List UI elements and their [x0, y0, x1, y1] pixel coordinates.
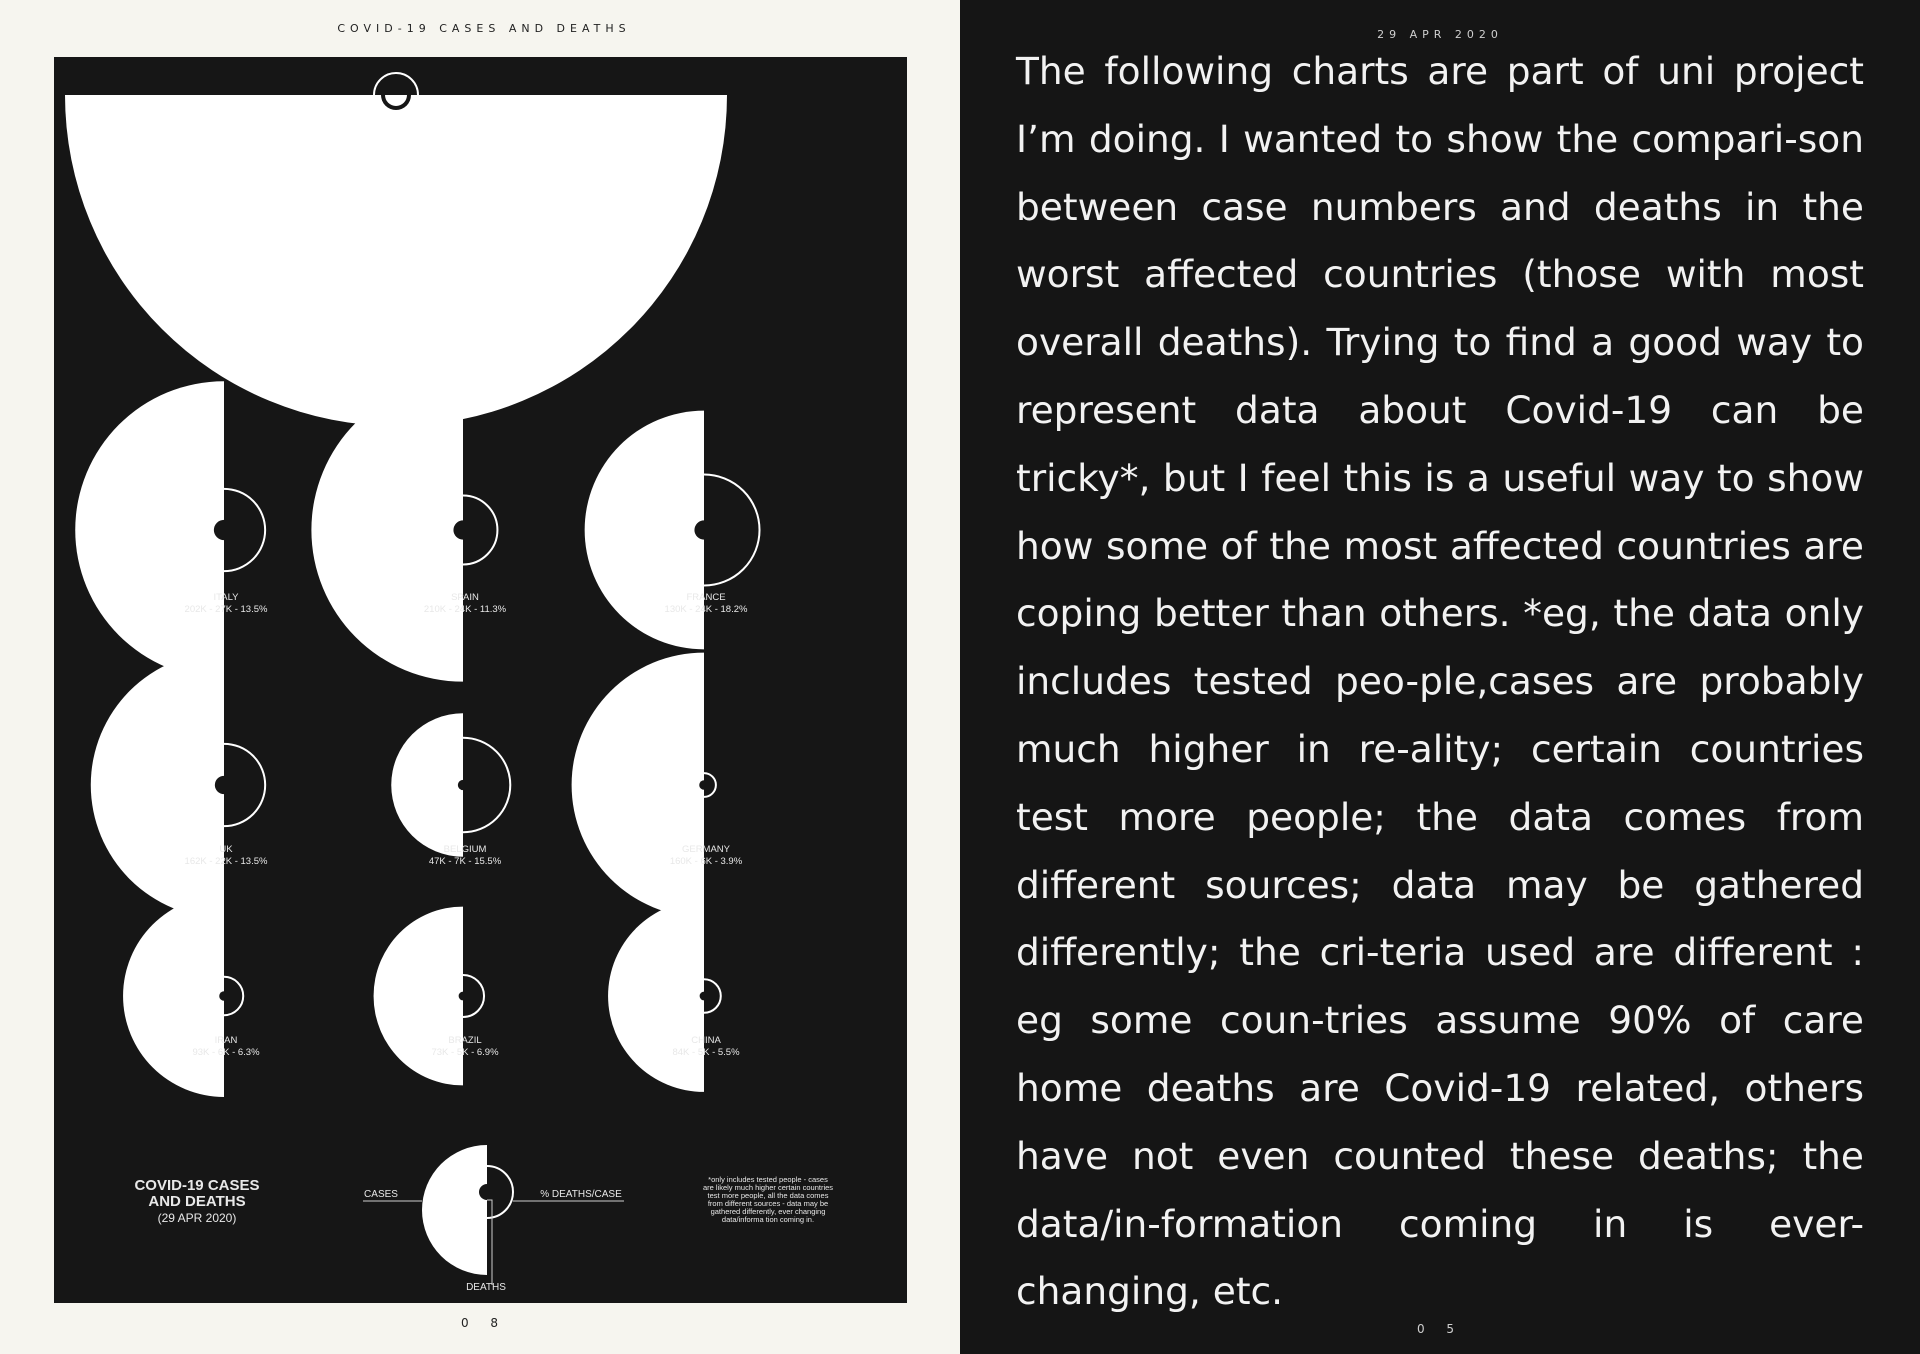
country-values-label: 93K - 6K - 6.3%: [192, 1047, 260, 1058]
footnote-line: test more people, all the data comes: [707, 1191, 829, 1200]
poster-title-line1: COVID-19 CASES: [134, 1177, 260, 1194]
cases-halfdisc: [123, 895, 224, 1097]
footnote-line: *only includes tested people - cases: [708, 1175, 828, 1184]
legend-cases-label: CASES: [364, 1189, 398, 1200]
country-name-label: FRANCE: [686, 592, 726, 603]
chart-marks: [65, 73, 760, 1097]
date-head: 29 APR 2020: [1377, 28, 1503, 41]
country-name-label: IRAN: [214, 1035, 238, 1046]
country-values-label: 130K - 24K - 18.2%: [664, 604, 748, 615]
legend-cases-halfdisc: [422, 1145, 487, 1275]
country-name-label: ITALY: [213, 592, 239, 603]
country-values-label: 47K - 7K - 15.5%: [428, 856, 502, 867]
legend: [134, 1145, 833, 1293]
pct-arc: [224, 977, 243, 1015]
pct-arc: [463, 975, 484, 1017]
country-values-label: 210K - 24K - 11.3%: [423, 604, 507, 615]
pct-arc: [463, 738, 510, 833]
running-head: COVID-19 CASES AND DEATHS: [337, 22, 631, 35]
footnote-line: are likely much higher certain countries: [702, 1183, 834, 1192]
pct-arc: [704, 474, 760, 585]
country-values-label: 202K - 27K - 13.5%: [184, 604, 268, 615]
pct-arc: [224, 744, 265, 826]
cases-halfdisc: [91, 652, 224, 918]
legend-deaths-leader: [487, 1200, 492, 1285]
legend-deaths-label: DEATHS: [466, 1282, 506, 1293]
country-values-label: 162K - 22K - 13.5%: [184, 856, 268, 867]
country-name-label: CHINA: [691, 1035, 721, 1046]
page-number-left: 0 8: [460, 1316, 508, 1330]
pct-arc: [704, 979, 721, 1013]
legend-pct-arc: [487, 1166, 513, 1218]
poster-title-line2: AND DEATHS: [148, 1193, 246, 1210]
country-values-label: 84K - 5K - 5.5%: [672, 1047, 740, 1058]
footnote-line: from different sources - data may be: [707, 1199, 829, 1208]
pct-arc: [224, 489, 265, 571]
country-name-label: BELGIUM: [443, 844, 487, 855]
essay-text: The following charts are part of uni project I’m doing. I wanted to show the compari-son between case numbers and deaths in the worst affected countries (those with most overall deaths). Trying to find a good way to represent data about Covid-19 can be tricky*, but I feel this is a useful way to show how some of the most affected countries are coping better than others. *eg, the data only includes tested peo-ple,cases are probably much higher in re-ality; certain countries test more people; the data comes from different sources; data may be gathered differently; the cri-teria used are different : eg some coun-tries assume 90% of care home deaths are Covid-19 related, others have not even counted these deaths; the data/in-formation coming in is ever-changing, etc.: [1016, 49, 1864, 1314]
footnote-line: gathered differently, ever changing: [710, 1207, 826, 1216]
country-name-label: SPAIN: [451, 592, 479, 603]
country-name-label: UK: [219, 844, 233, 855]
pct-arc: [704, 773, 716, 797]
legend-pct-label: % DEATHS/CASE: [540, 1189, 622, 1200]
cases-halfdisc: [65, 95, 727, 426]
poster: [54, 57, 907, 1303]
poster-chart: [54, 57, 907, 1303]
cases-halfdisc: [374, 907, 463, 1086]
poster-subtitle: (29 APR 2020): [157, 1211, 237, 1225]
page-number-right: 0 5: [1416, 1322, 1464, 1336]
right-page: [960, 0, 1920, 1354]
footnote-line: data/informa tion coming in.: [721, 1215, 815, 1224]
pct-arc: [374, 73, 418, 95]
cases-halfdisc: [75, 381, 224, 679]
cases-halfdisc: [572, 653, 704, 918]
country-values-label: 73K - 5K - 6.9%: [431, 1047, 499, 1058]
country-name-label: BRAZIL: [448, 1035, 482, 1046]
cases-halfdisc: [391, 713, 463, 857]
pct-arc: [463, 496, 497, 565]
cases-halfdisc: [608, 900, 704, 1092]
country-name-label: GERMANY: [681, 844, 731, 855]
cases-halfdisc: [311, 378, 463, 681]
country-values-label: 160K - 6K - 3.9%: [669, 856, 743, 867]
